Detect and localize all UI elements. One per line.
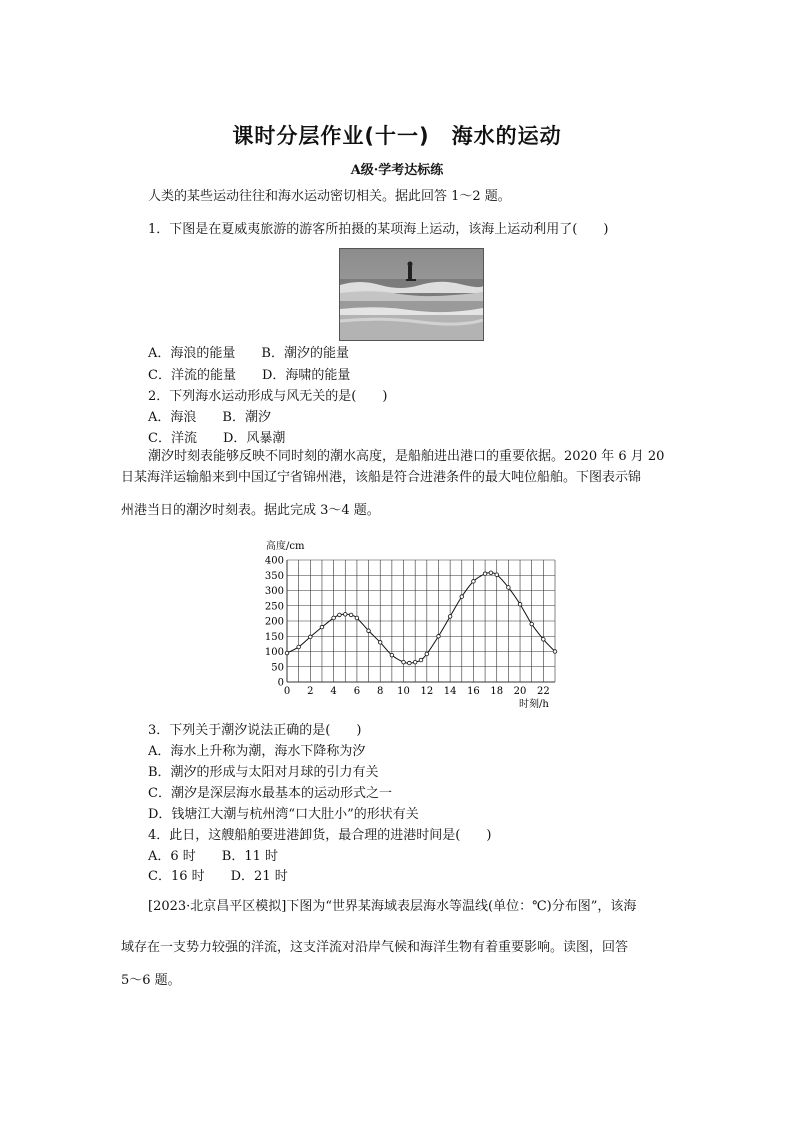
data-point bbox=[489, 571, 493, 575]
data-point bbox=[530, 622, 534, 626]
data-point bbox=[419, 658, 423, 662]
data-point bbox=[402, 660, 406, 664]
data-point bbox=[472, 580, 476, 584]
data-point bbox=[425, 652, 429, 656]
data-point bbox=[448, 615, 452, 619]
q3-option-d: D．钱塘江大潮与杭州湾“口大肚小”的形状有关 bbox=[148, 807, 419, 822]
intro-q3-4-line3: 州港当日的潮汐时刻表。据此完成 3～4 题。 bbox=[121, 503, 380, 518]
x-tick-label: 20 bbox=[513, 686, 527, 697]
x-tick-label: 22 bbox=[536, 686, 550, 697]
q4-options-cd: C．16 时 D．21 时 bbox=[148, 869, 288, 884]
q4-stem: 4．此日，这艘船舶要进港卸货，最合理的进港时间是( ) bbox=[148, 828, 492, 843]
data-point bbox=[320, 625, 324, 629]
data-point bbox=[542, 638, 546, 642]
x-axis-label: 时刻/h bbox=[519, 699, 549, 710]
data-point bbox=[338, 613, 342, 617]
data-point bbox=[367, 629, 371, 633]
intro-q1-2: 人类的某些运动往往和海水运动密切相关。据此回答 1～2 题。 bbox=[148, 189, 511, 204]
x-tick-label: 10 bbox=[397, 686, 410, 697]
y-tick-label: 150 bbox=[264, 631, 284, 643]
y-tick-label: 250 bbox=[264, 601, 284, 613]
data-point bbox=[390, 653, 394, 657]
data-point bbox=[413, 660, 417, 664]
page-title: 课时分层作业(十一) 海水的运动 bbox=[232, 124, 562, 148]
data-point bbox=[309, 635, 313, 639]
x-tick-label: 6 bbox=[353, 686, 361, 697]
x-tick-label: 12 bbox=[420, 686, 434, 697]
x-tick-label: 2 bbox=[307, 686, 314, 697]
data-point bbox=[460, 595, 464, 599]
data-point bbox=[518, 602, 522, 606]
data-point bbox=[495, 573, 499, 577]
q3-stem: 3．下列关于潮汐说法正确的是( ) bbox=[148, 723, 362, 738]
y-tick-label: 400 bbox=[264, 555, 284, 567]
data-point bbox=[507, 586, 511, 590]
y-tick-label: 50 bbox=[271, 662, 284, 674]
x-tick-label: 16 bbox=[467, 686, 480, 697]
q3-option-a: A．海水上升称为潮，海水下降称为汐 bbox=[148, 744, 366, 759]
q1-options-cd: C．洋流的能量 D．海啸的能量 bbox=[148, 368, 351, 383]
data-point bbox=[349, 613, 353, 617]
q2-stem: 2．下列海水运动形成与风无关的是( ) bbox=[148, 389, 388, 404]
surfing-photo bbox=[339, 248, 484, 341]
q1-stem: 1．下图是在夏威夷旅游的游客所拍摄的某项海上运动，该海上运动利用了( ) bbox=[148, 222, 609, 237]
q1-options-ab: A．海浪的能量 B．潮汐的能量 bbox=[148, 346, 349, 361]
data-point bbox=[297, 645, 301, 649]
data-point bbox=[378, 641, 382, 645]
x-tick-label: 4 bbox=[330, 686, 337, 697]
intro-q3-4-line2: 日某海洋运输船来到中国辽宁省锦州港，该船是符合进港条件的最大吨位船舶。下图表示锦 bbox=[121, 470, 642, 485]
y-tick-label: 100 bbox=[264, 647, 284, 658]
y-tick-label: 350 bbox=[264, 570, 284, 582]
q4-options-ab: A．6 时 B．11 时 bbox=[148, 849, 279, 864]
y-axis-label: 高度/cm bbox=[266, 541, 305, 552]
data-point bbox=[553, 650, 557, 654]
x-tick-label: 8 bbox=[377, 686, 384, 697]
tide-chart bbox=[255, 535, 565, 715]
data-point bbox=[332, 616, 336, 620]
q3-option-c: C．潮汐是深层海水最基本的运动形式之一 bbox=[148, 786, 392, 801]
q2-options-ab: A．海浪 B．潮汐 bbox=[148, 410, 271, 425]
data-point bbox=[285, 651, 289, 655]
data-point bbox=[343, 612, 347, 616]
data-point bbox=[437, 634, 441, 638]
data-point bbox=[408, 661, 412, 665]
section-level: A级·学考达标练 bbox=[350, 163, 444, 178]
x-tick-label: 14 bbox=[443, 686, 457, 697]
x-tick-label: 0 bbox=[283, 686, 291, 697]
intro-q3-4-line1: 潮汐时刻表能够反映不同时刻的潮水高度，是船舶进出港口的重要依据。2020 年 6 月 20 bbox=[148, 449, 665, 464]
intro-q5-6-line2: 域存在一支势力较强的洋流，这支洋流对沿岸气候和海洋生物有着重要影响。读图，回答 bbox=[121, 940, 629, 955]
q3-option-b: B．潮汐的形成与太阳对月球的引力有关 bbox=[148, 765, 379, 780]
y-tick-label: 0 bbox=[277, 677, 284, 689]
y-tick-label: 200 bbox=[264, 616, 284, 628]
tide-series-line bbox=[287, 573, 555, 663]
x-tick-label: 18 bbox=[490, 686, 504, 697]
y-tick-label: 300 bbox=[264, 586, 284, 597]
intro-q5-6-line1: [2023·北京昌平区模拟]下图为“世界某海域表层海水等温线(单位：℃)分布图”，该海 bbox=[148, 899, 637, 914]
data-point bbox=[483, 572, 487, 576]
q2-options-cd: C．洋流 D．风暴潮 bbox=[148, 431, 286, 446]
intro-q5-6-line3: 5～6 题。 bbox=[121, 973, 181, 988]
data-point bbox=[355, 616, 359, 620]
